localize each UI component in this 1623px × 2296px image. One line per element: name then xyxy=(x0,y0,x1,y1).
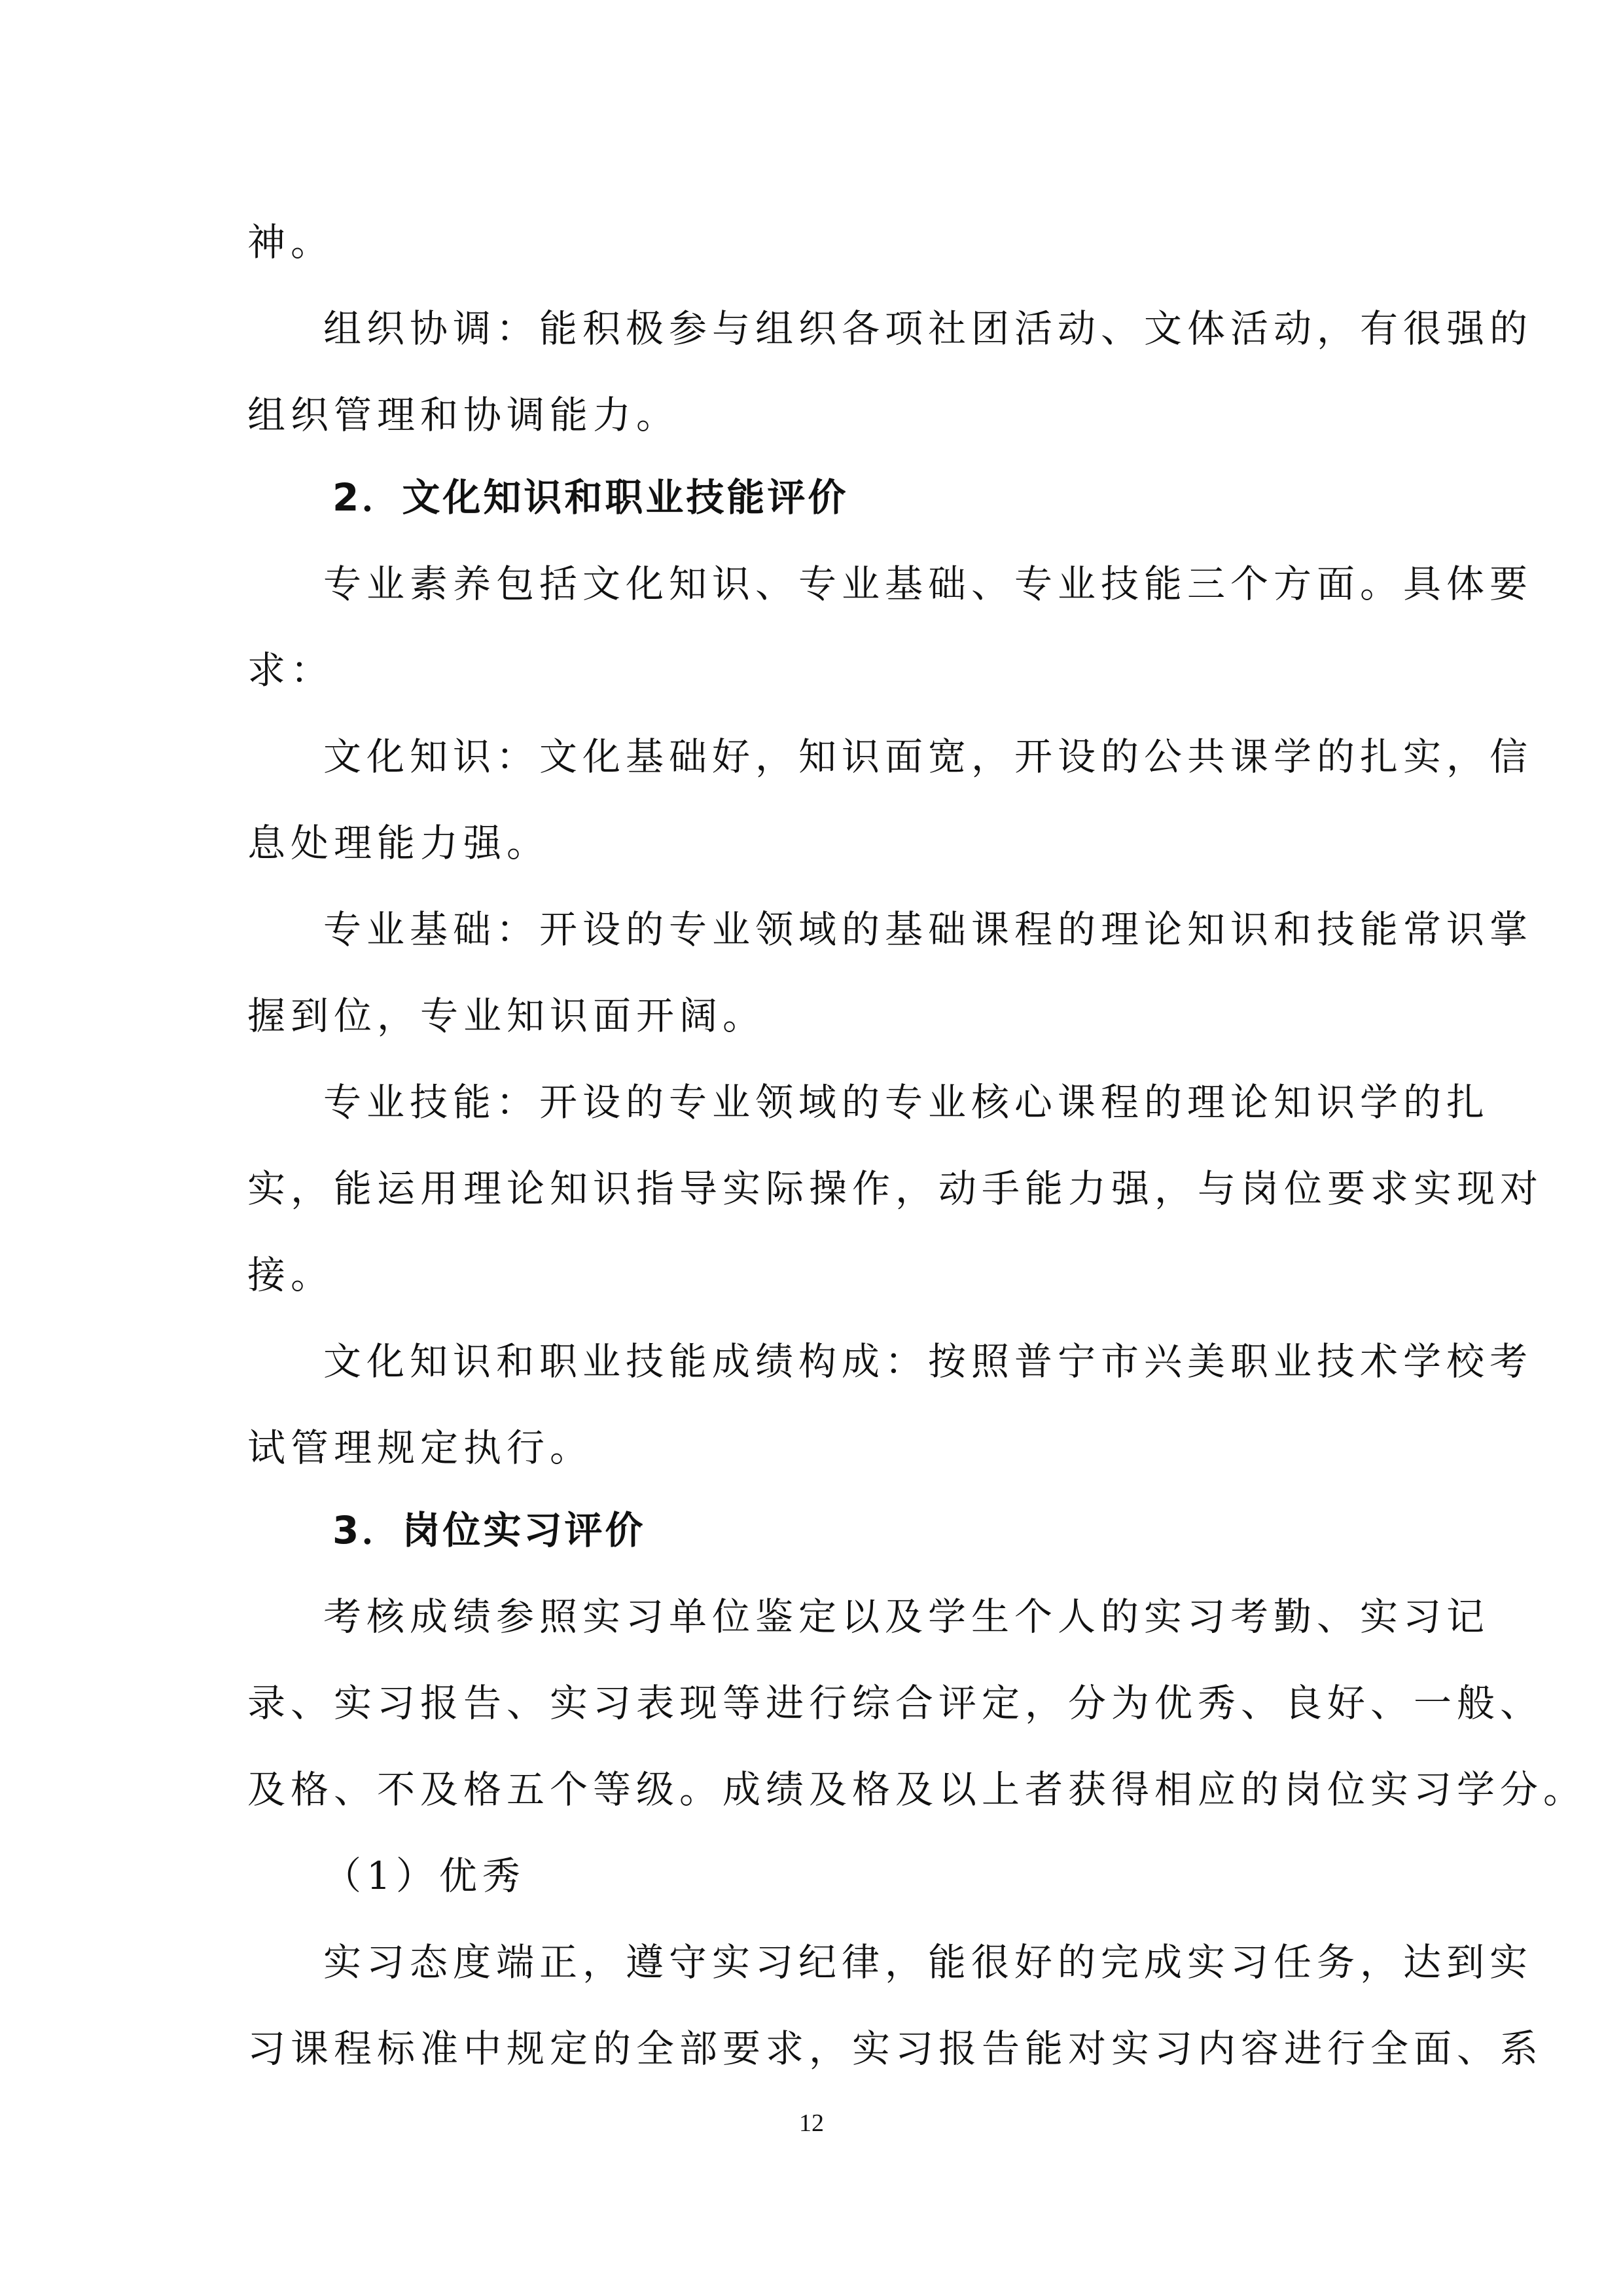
paragraph-line: 求： xyxy=(247,648,334,692)
paragraph-line: 文化知识：文化基础好，知识面宽，开设的公共课学的扎实，信 xyxy=(323,734,1533,779)
paragraph-line: 组织协调：能积极参与组织各项社团活动、文体活动，有很强的 xyxy=(323,306,1533,351)
paragraph-line: 组织管理和协调能力。 xyxy=(247,393,680,437)
paragraph-line: 专业基础：开设的专业领域的基础课程的理论知识和技能常识掌 xyxy=(323,907,1533,952)
paragraph-line: 习课程标准中规定的全部要求，实习报告能对实习内容进行全面、系 xyxy=(247,2026,1544,2071)
paragraph-line: 及格、不及格五个等级。成绩及格及以上者获得相应的岗位实习学分。 xyxy=(247,1767,1587,1812)
page-number: 12 xyxy=(799,2109,824,2137)
paragraph-line: 神。 xyxy=(247,220,334,264)
paragraph-line: 接。 xyxy=(247,1253,334,1297)
paragraph-line: 息处理能力强。 xyxy=(247,821,550,865)
paragraph-line: 试管理规定执行。 xyxy=(247,1426,594,1470)
paragraph-line: 文化知识和职业技能成绩构成：按照普宁市兴美职业技术学校考 xyxy=(323,1339,1533,1384)
paragraph-line: 实，能运用理论知识指导实际操作，动手能力强，与岗位要求实现对 xyxy=(247,1166,1544,1211)
paragraph-line: 握到位，专业知识面开阔。 xyxy=(247,994,766,1038)
section-heading: 3．岗位实习评价 xyxy=(332,1508,646,1552)
paragraph-line: 实习态度端正，遵守实习纪律，能很好的完成实习任务，达到实 xyxy=(323,1940,1533,1984)
subsection-heading: （1）优秀 xyxy=(323,1854,526,1898)
paragraph-line: 专业技能：开设的专业领域的专业核心课程的理论知识学的扎 xyxy=(323,1080,1490,1124)
paragraph-line: 录、实习报告、实习表现等进行综合评定，分为优秀、良好、一般、 xyxy=(247,1681,1544,1725)
paragraph-line: 专业素养包括文化知识、专业基础、专业技能三个方面。具体要 xyxy=(323,562,1533,606)
paragraph-line: 考核成绩参照实习单位鉴定以及学生个人的实习考勤、实习记 xyxy=(323,1594,1490,1639)
section-heading: 2．文化知识和职业技能评价 xyxy=(332,475,849,520)
